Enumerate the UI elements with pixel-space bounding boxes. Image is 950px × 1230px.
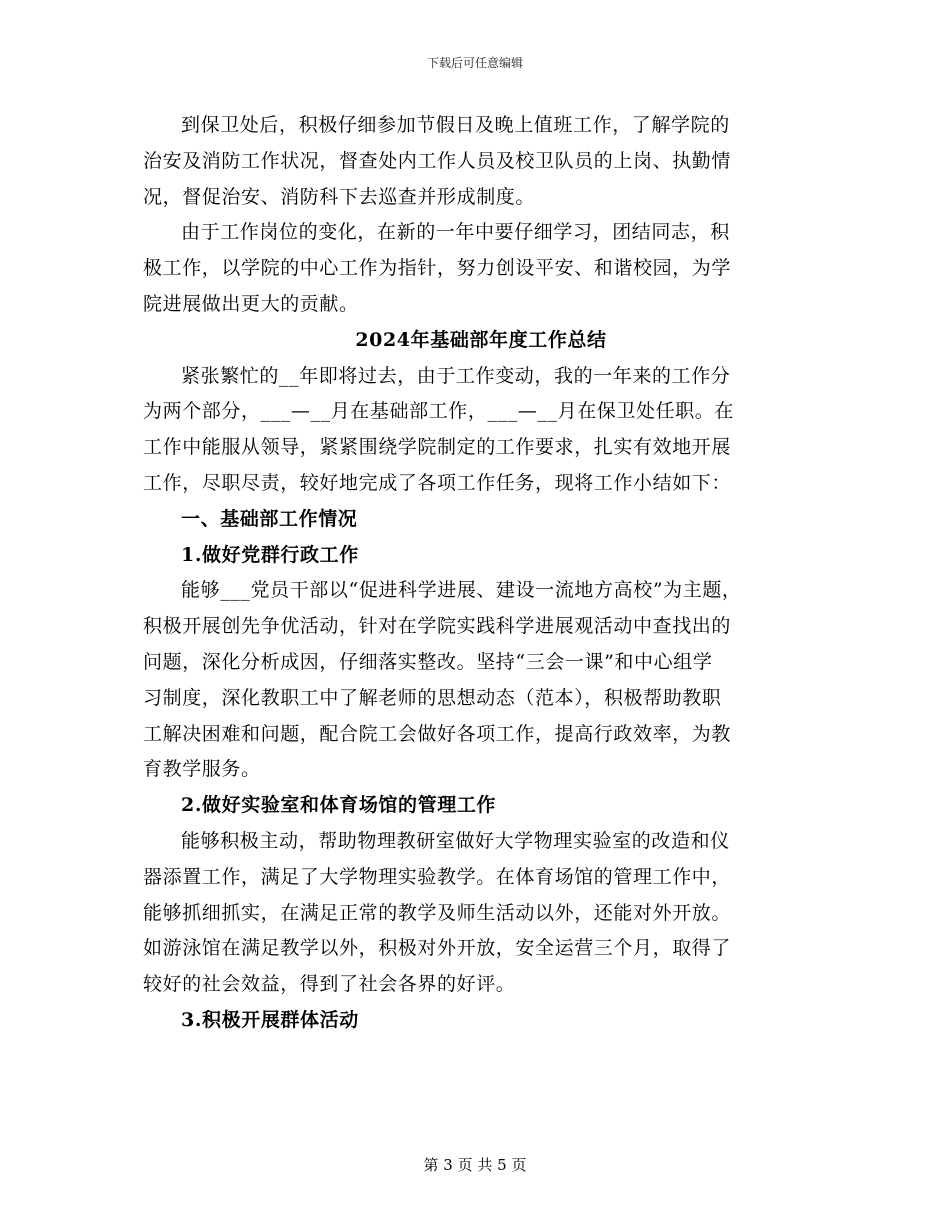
paragraph-line: 工作，尽职尽责，较好地完成了各项工作任务，现将工作小结如下：: [143, 471, 732, 494]
paragraph-line: 到保卫处后，积极仔细参加节假日及晚上值班工作，了解学院的: [181, 114, 730, 136]
paragraph-line: 较好的社会效益，得到了社会各界的好评。: [143, 973, 516, 996]
subsection-heading: 3.积极开展群体活动: [181, 1008, 359, 1031]
paragraph-line: 能够___党员干部以“促进科学进展、建设一流地方高校”为主题，: [181, 579, 742, 602]
paragraph-line: 工作中能服从领导，紧紧围绕学院制定的工作要求，扎实有效地开展: [143, 436, 732, 459]
paragraph-line: 能够积极主动，帮助物理教研室做好大学物理实验室的改造和仪: [181, 829, 730, 852]
paragraph-line: 习制度，深化教职工中了解老师的思想动态（范本），积极帮助教职: [143, 686, 722, 709]
paragraph-line: 能够抓细抓实，在满足正常的教学及师生活动以外，还能对外开放。: [143, 901, 732, 924]
paragraph-line: 育教学服务。: [143, 758, 261, 781]
document-title: 2024年基础部年度工作总结: [355, 328, 607, 351]
document-body: [143, 108, 819, 1039]
subsection-heading: 1.做好党群行政工作: [181, 543, 359, 566]
paragraph-line: 紧张繁忙的__年即将过去，由于工作变动，我的一年来的工作分: [181, 364, 731, 387]
page-header: 下载后可任意编辑: [426, 56, 523, 70]
paragraph-line: 极工作，以学院的中心工作为指针，努力创设平安、和谐校园，为学: [143, 257, 732, 280]
paragraph-line: 如游泳馆在满足教学以外，积极对外开放，安全运营三个月，取得了: [143, 937, 732, 960]
subsection-heading: 2.做好实验室和体育场馆的管理工作: [181, 794, 497, 817]
paragraph-line: 工解决困难和问题，配合院工会做好各项工作，提高行政效率，为教: [143, 722, 732, 745]
paragraph-line: 院进展做出更大的贡献。: [143, 292, 359, 315]
page-footer: 第 3 页 共 5 页: [423, 1156, 527, 1174]
paragraph-line: 治安及消防工作状况，督查处内工作人员及校卫队员的上岗、执勤情: [143, 149, 732, 172]
paragraph-line: 器添置工作，满足了大学物理实验教学。在体育场馆的管理工作中，: [143, 865, 732, 888]
paragraph-line: 问题，深化分析成因，仔细落实整改。坚持“三会一课”和中心组学: [143, 650, 713, 673]
paragraph-line: 积极开展创先争优活动，针对在学院实践科学进展观活动中查找出的: [143, 615, 732, 638]
paragraph-line: 由于工作岗位的变化，在新的一年中要仔细学习，团结同志，积: [181, 221, 730, 244]
section-heading: 一、基础部工作情况: [181, 507, 358, 530]
paragraph-line: 为两个部分，___—__月在基础部工作，___—__月在保卫处任职。在: [143, 400, 735, 423]
paragraph-line: 况，督促治安、消防科下去巡查并形成制度。: [143, 185, 536, 208]
